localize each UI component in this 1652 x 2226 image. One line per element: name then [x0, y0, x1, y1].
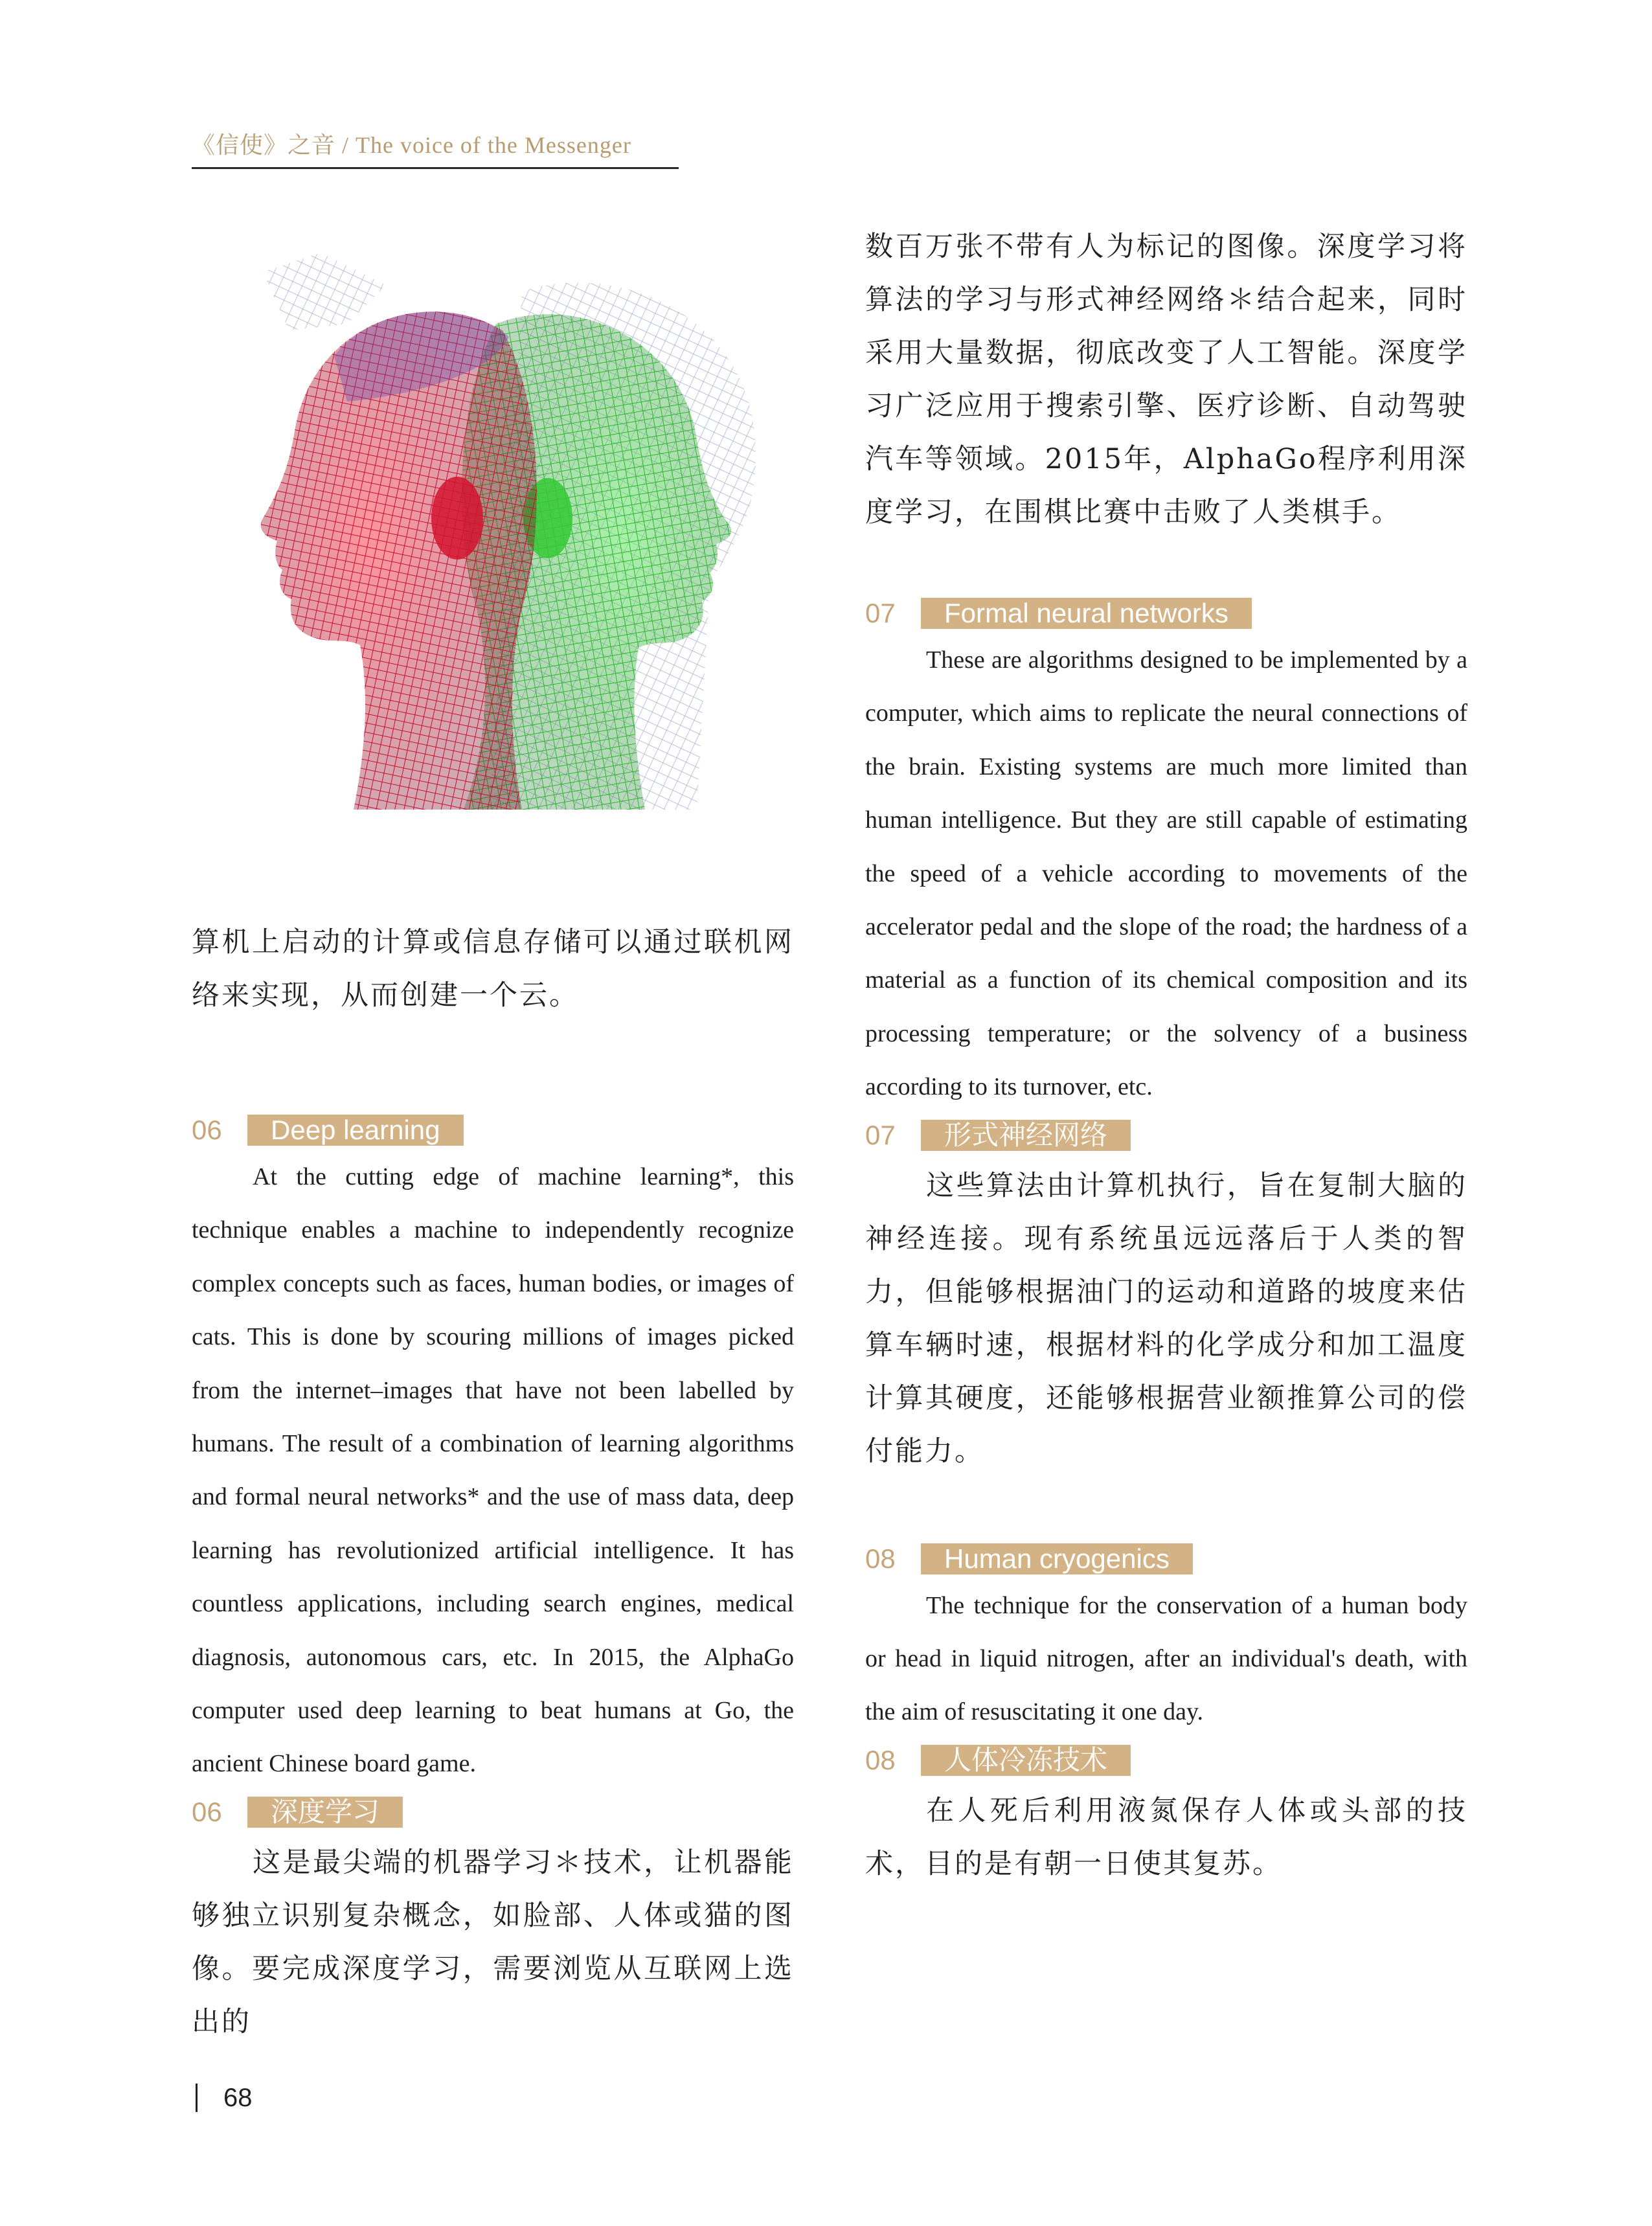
section-number: 06	[192, 1115, 222, 1145]
page-number-bar	[196, 2084, 198, 2112]
running-header	[192, 127, 679, 168]
section-07-en-body: These are algorithms designed to be implemented by a computer, which aims to replicate the neural connections of the brain. Existing systems are much more limited than human intelligence. But they are still capable of estimating the speed of a vehicle according to movements of the accelerator pedal and the slope of the road; the hardness of a material as a function of its chemical composition and its processing temperature; or the solvency of a business according to its turnover, etc.	[865, 646, 1467, 1101]
section-07-en-heading	[865, 597, 1467, 630]
section-06-zh-body: 这是最尖端的机器学习＊技术，让机器能够独立识别复杂概念，如脸部、人体或猫的图像。要完成深度学习，需要浏览从互联网上选出的	[192, 1846, 794, 2038]
header-rule	[192, 167, 679, 169]
section-label: 深度学习	[247, 1797, 403, 1828]
section-number: 07	[865, 1119, 896, 1150]
section-number: 07	[865, 598, 896, 628]
section-label: Formal neural networks	[921, 598, 1252, 629]
section-label: Human cryogenics	[921, 1543, 1193, 1574]
left-continued-text: 算机上启动的计算或信息存储可以通过联机网络来实现，从而创建一个云。	[192, 926, 794, 1012]
section-number: 08	[865, 1744, 896, 1775]
section-number: 08	[865, 1543, 896, 1574]
wireframe-heads-illustration	[218, 246, 781, 810]
section-06-en-heading	[192, 1114, 794, 1146]
section-08-zh-heading	[865, 1744, 1467, 1777]
section-label: 人体冷冻技术	[921, 1745, 1131, 1776]
section-08-en-body: The technique for the conservation of a human body or head in liquid nitrogen, after an individual's death, with the aim of resuscitating it one day.	[865, 1591, 1467, 1726]
left-column	[192, 916, 794, 2049]
page-number: 68	[223, 2083, 253, 2112]
section-08-en-heading	[865, 1543, 1467, 1575]
section-08-zh-body: 在人死后利用液氮保存人体或头部的技术，目的是有朝一日使其复苏。	[865, 1794, 1467, 1880]
section-number: 06	[192, 1796, 222, 1827]
right-continued-text: 数百万张不带有人为标记的图像。深度学习将算法的学习与形式神经网络＊结合起来，同时采用大量数据，彻底改变了人工智能。深度学习广泛应用于搜索引擎、医疗诊断、自动驾驶汽车等领域。2015年，AlphaGo程序利用深度学习，在围棋比赛中击败了人类棋手。	[865, 231, 1467, 528]
header-title: 《信使》之音 / The voice of the Messenger	[192, 132, 631, 158]
section-label: 形式神经网络	[921, 1120, 1131, 1151]
section-07-zh-heading	[865, 1119, 1467, 1152]
page-number-block	[196, 2083, 253, 2113]
section-07-zh-body: 这些算法由计算机执行，旨在复制大脑的神经连接。现有系统虽远远落后于人类的智力，但能够根据油门的运动和道路的坡度来估算车辆时速，根据材料的化学成分和加工温度计算其硬度，还能够根据营业额推算公司的偿付能力。	[865, 1169, 1467, 1468]
section-06-zh-heading	[192, 1796, 794, 1828]
section-label: Deep learning	[247, 1115, 464, 1146]
right-column	[865, 220, 1467, 1891]
section-06-en-body: At the cutting edge of machine learning*, this technique enables a machine to independently recognize complex concepts such as faces, human bodies, or images of cats. This is done by scouring millions of images picked from the internet–images that have not been labelled by humans. The result of a combination of learning algorithms and formal neural networks* and the use of mass data, deep learning has revolutionized artificial intelligence. It has countless applications, including search engines, medical diagnosis, autonomous cars, etc. In 2015, the AlphaGo computer used deep learning to beat humans at Go, the ancient Chinese board game.	[192, 1163, 794, 1778]
